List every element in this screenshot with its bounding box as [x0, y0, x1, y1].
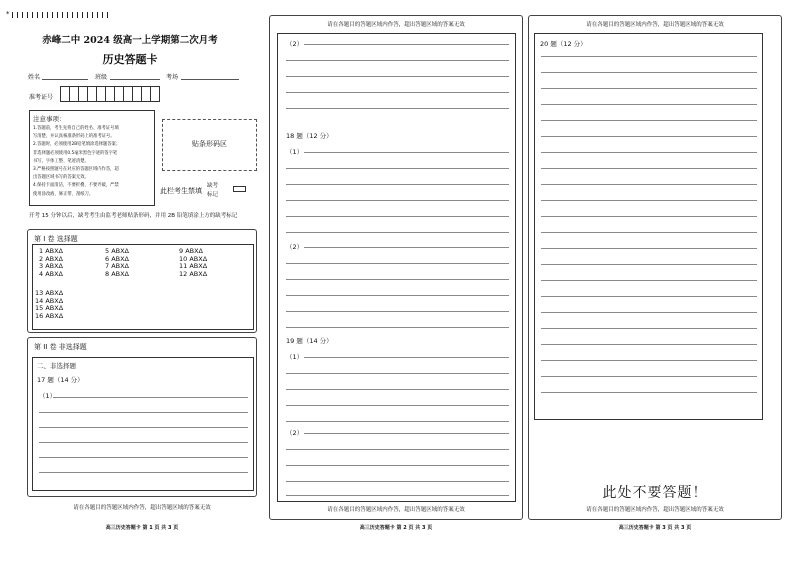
choice-group-4[interactable] [35, 290, 63, 320]
answer-line[interactable] [286, 373, 509, 374]
choice-item[interactable]: 5 ABXΔ [105, 247, 130, 255]
answer-line[interactable] [304, 357, 509, 358]
answer-line[interactable] [286, 263, 509, 264]
absent-mark-label-2: 标记 [207, 192, 219, 198]
choice-item[interactable]: 10 ABXΔ [179, 254, 208, 263]
page2-frame [269, 15, 523, 520]
answer-line[interactable] [39, 427, 248, 428]
notice-line: 使用涂改液、修正带、刮纸刀。 [33, 191, 94, 197]
answer-line[interactable] [541, 392, 757, 393]
answer-line[interactable] [541, 88, 757, 89]
page2-answer-area[interactable] [277, 33, 516, 502]
q17-title: 17 题（14 分） [37, 376, 84, 384]
exam-id-label: 准考证号 [29, 94, 54, 101]
q19-sub1: （1） [286, 353, 304, 361]
answer-line[interactable] [286, 495, 509, 496]
absent-note: 开考 15 分钟以后，缺考考生由监考老师贴条形码，并用 2B 铅笔填涂上方的缺考标记 [29, 213, 238, 219]
choice-item[interactable]: 14 ABXΔ [35, 296, 64, 305]
notice-line: 4.保持卡面清洁，不要折叠、不要弄破，严禁 [33, 183, 119, 189]
answer-line[interactable] [286, 311, 509, 312]
page1-footer: 高三历史答题卡 第 1 页 共 3 页 [105, 525, 179, 531]
answer-line[interactable] [286, 200, 509, 201]
answer-line[interactable] [286, 76, 509, 77]
part1-frame [27, 229, 257, 333]
answer-line[interactable] [541, 216, 757, 217]
notice-line: 写清楚，并认真核准条形码上的准考证号。 [33, 134, 115, 140]
notice-title: 注意事项： [33, 115, 66, 123]
answer-line[interactable] [541, 296, 757, 297]
answer-line[interactable] [541, 152, 757, 153]
room-label: 考场 [166, 74, 179, 81]
answer-line[interactable] [304, 44, 509, 45]
answer-line[interactable] [286, 60, 509, 61]
page3-footer: 高三历史答题卡 第 3 页 共 3 页 [618, 525, 692, 531]
answer-line[interactable] [541, 104, 757, 105]
answer-line[interactable] [286, 465, 509, 466]
q17-area[interactable] [32, 357, 254, 491]
card-title: 历史答题卡 [102, 53, 158, 66]
choice-item[interactable]: 11 ABXΔ [179, 262, 208, 270]
class-field[interactable] [110, 79, 160, 80]
page2-notice-top: 请在各题目的答题区域内作答，超出答题区域的答案无效 [327, 22, 465, 28]
answer-line[interactable] [541, 168, 757, 169]
absent-mark-box[interactable] [233, 186, 246, 192]
notice-line: 出答题区域书写的答案无效。 [33, 175, 89, 181]
name-label: 姓名 [28, 74, 41, 81]
notice-line: 3.严格按照题号在对应的答题区域内作答，超 [33, 167, 119, 173]
page3-frame [528, 15, 782, 520]
choice-item[interactable]: 1 ABXΔ [39, 247, 64, 255]
part1-title: 第 I 卷 选择题 [34, 235, 78, 243]
choice-group-2[interactable] [105, 248, 129, 278]
answer-line[interactable] [286, 168, 509, 169]
q17-sub1: （1） [39, 392, 57, 400]
notice-line: 1.答题前，考生先将自己的姓名、准考证号填 [33, 126, 119, 131]
barcode-mark: * [6, 10, 10, 18]
name-field[interactable] [42, 79, 88, 80]
page3-notice-bottom: 请在各题目的答题区域内作答，超出答题区域的答案无效 [586, 507, 724, 513]
part2-frame [27, 337, 257, 497]
notice-line: 2.答题时，必须使用2B铅笔填涂选择题答案； [33, 142, 121, 148]
q18-sub2: （2） [286, 243, 304, 251]
answer-line[interactable] [39, 472, 248, 473]
answer-line[interactable] [541, 120, 757, 121]
q19-sub2: （2） [286, 429, 304, 437]
notice-line: 非选择题必须使用0.5毫米黑色字迹的签字笔 [33, 150, 118, 156]
choice-item[interactable]: 16 ABXΔ [35, 311, 64, 320]
answer-line[interactable] [286, 279, 509, 280]
q20-area[interactable] [534, 33, 763, 420]
notice-text [33, 125, 151, 199]
choice-item[interactable]: 15 ABXΔ [35, 304, 64, 312]
answer-line[interactable] [541, 248, 757, 249]
answer-line[interactable] [304, 247, 509, 248]
answer-line[interactable] [541, 360, 757, 361]
answer-line[interactable] [286, 405, 509, 406]
choice-item[interactable]: 9 ABXΔ [179, 247, 204, 255]
answer-line[interactable] [541, 328, 757, 329]
page2-notice-bottom: 请在各题目的答题区域内作答，超出答题区域的答案无效 [327, 507, 465, 513]
answer-line[interactable] [541, 280, 757, 281]
answer-line[interactable] [286, 481, 509, 482]
page2-footer: 高三历史答题卡 第 2 页 共 3 页 [359, 525, 433, 531]
q19-title: 19 题（14 分） [286, 337, 333, 345]
answer-line[interactable] [541, 312, 757, 313]
answer-line[interactable] [541, 136, 757, 137]
answer-line[interactable] [541, 344, 757, 345]
exam-id-boxes[interactable] [60, 86, 159, 105]
room-field[interactable] [181, 79, 239, 80]
choice-item[interactable]: 8 ABXΔ [105, 269, 130, 278]
answer-line[interactable] [541, 264, 757, 265]
page1-notice-bottom: 请在各题目的答题区域内作答，超出答题区域的答案无效 [73, 505, 211, 511]
choice-item[interactable]: 2 ABXΔ [39, 254, 64, 263]
answer-line[interactable] [39, 412, 248, 413]
answer-line[interactable] [286, 421, 509, 422]
answer-line[interactable] [39, 442, 248, 443]
q20-title: 20 题（12 分） [540, 40, 587, 48]
q18-sub1: （1） [286, 148, 304, 156]
answer-line[interactable] [304, 152, 509, 153]
barcode-paste-area [162, 119, 257, 171]
section-title: 二、非选择题 [37, 362, 76, 370]
q18-title: 18 题（12 分） [286, 132, 333, 140]
part2-title: 第 II 卷 非选择题 [34, 343, 87, 351]
page3-notice-top: 请在各题目的答题区域内作答，超出答题区域的答案无效 [586, 22, 724, 28]
answer-line[interactable] [286, 216, 509, 217]
barcode-area-label: 贴条形码区 [192, 140, 227, 148]
class-label: 班级 [95, 74, 108, 81]
choice-item[interactable]: 13 ABXΔ [35, 289, 64, 297]
notice-box [29, 110, 155, 206]
answer-line[interactable] [286, 295, 509, 296]
answer-line[interactable] [286, 108, 509, 109]
answer-line[interactable] [286, 389, 509, 390]
answer-line[interactable] [53, 397, 248, 398]
barcode-ticks [12, 12, 108, 18]
absent-mark-label-1: 缺考 [207, 183, 219, 189]
choice-item[interactable]: 6 ABXΔ [105, 254, 130, 263]
answer-line[interactable] [541, 56, 757, 57]
choice-group-3[interactable] [179, 248, 207, 278]
choice-grid [32, 244, 254, 330]
answer-line[interactable] [541, 72, 757, 73]
answer-line[interactable] [286, 232, 509, 233]
absent-label: 此栏考生禁填 [160, 187, 202, 195]
q17-sub2: （2） [286, 40, 304, 48]
answer-line[interactable] [286, 92, 509, 93]
choice-group-1[interactable] [39, 248, 63, 278]
answer-line[interactable] [541, 200, 757, 201]
choice-item[interactable]: 4 ABXΔ [39, 269, 64, 278]
answer-line[interactable] [39, 457, 248, 458]
notice-line: 书写，字体工整、笔迹清楚。 [33, 158, 89, 164]
answer-line[interactable] [541, 232, 757, 233]
choice-item[interactable]: 12 ABXΔ [179, 269, 208, 278]
answer-line[interactable] [541, 184, 757, 185]
choice-item[interactable]: 3 ABXΔ [39, 262, 64, 270]
choice-item[interactable]: 7 ABXΔ [105, 262, 130, 270]
no-answer-warning: 此处不要答题！ [602, 485, 708, 501]
answer-line[interactable] [541, 376, 757, 377]
school-title: 赤峰二中 2024 级高一上学期第二次月考 [42, 35, 218, 46]
answer-line[interactable] [286, 449, 509, 450]
answer-line[interactable] [304, 433, 509, 434]
answer-line[interactable] [286, 184, 509, 185]
answer-line[interactable] [286, 327, 509, 328]
